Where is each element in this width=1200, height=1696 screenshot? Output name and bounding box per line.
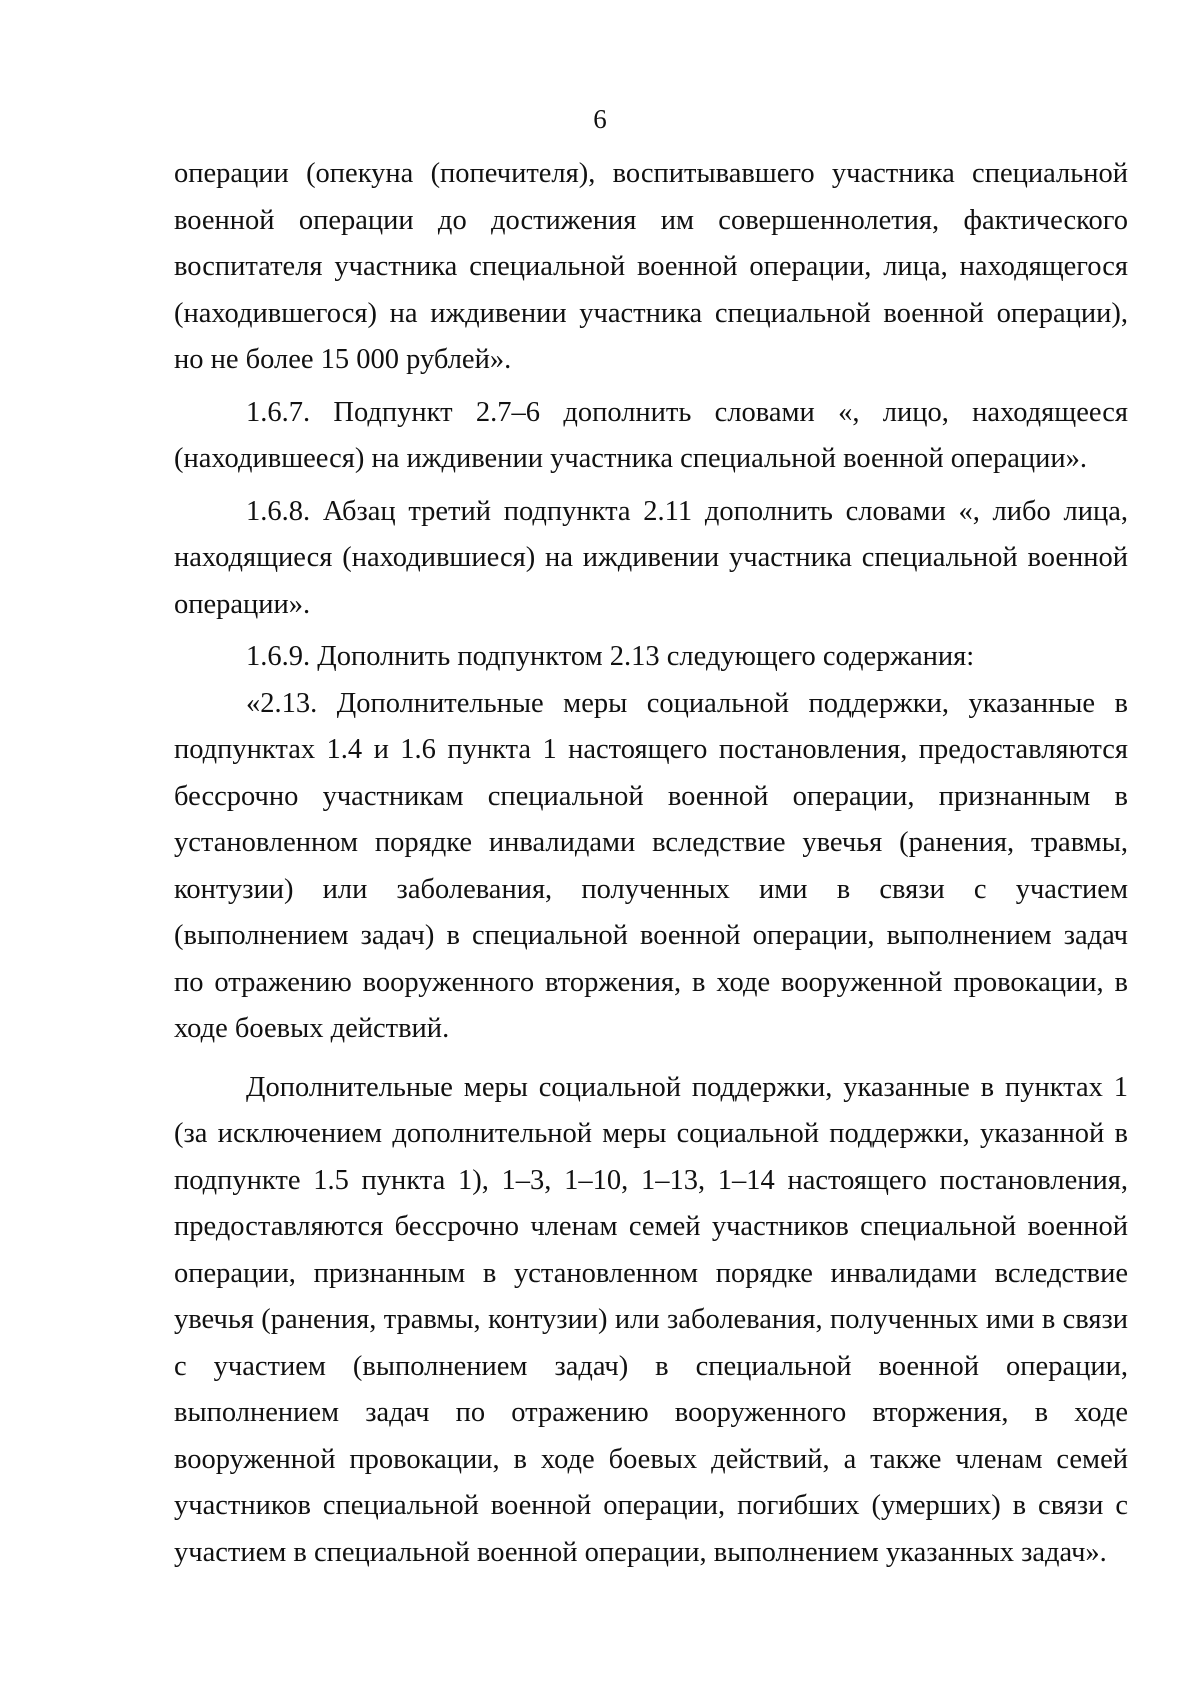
paragraph-1-6-8: 1.6.8. Абзац третий подпункта 2.11 дополнить словами «, либо лица, находящиеся (находившиеся) на иждивении участника специальной военной операции». (174, 495, 1128, 620)
paragraph-2-13: «2.13. Дополнительные меры социальной поддержки, указанные в подпунктах 1.4 и 1.6 пункта 1 настоящего постановления, предоставляются бессрочно участникам специальной военной операции, признанным в установленном порядке инвалидами вследствие увечья (ранения, травмы, контузии) или заболевания, полученных ими в связи с участием (выполнением задач) в специальной военной операции, выполнением задач по отражению вооруженного вторжения, в ходе вооруженной провокации, в ходе боевых действий. (174, 687, 1128, 1044)
paragraph-1-6-9: 1.6.9. Дополнить подпунктом 2.13 следующего содержания: (246, 641, 975, 672)
document-body (174, 151, 1128, 1576)
paragraph-1-6-7: 1.6.7. Подпункт 2.7–6 дополнить словами «, лицо, находящееся (находившееся) на иждивении участника специальной военной операции». (174, 396, 1128, 474)
paragraph-continuation: операции (опекуна (попечителя), воспитывавшего участника специальной военной операции до достижения им совершеннолетия, фактического воспитателя участника специальной военной операции, лица, находящегося (находившегося) на иждивении участника специальной военной операции), но не более 15 000 рублей». (174, 158, 1128, 375)
paragraph-additional-measures: Дополнительные меры социальной поддержки, указанные в пунктах 1 (за исключением дополнительной меры социальной поддержки, указанной в подпункте 1.5 пункта 1), 1–3, 1–10, 1–13, 1–14 настоящего постановления, предоставляются бессрочно членам семей участников специальной военной операции, признанным в установленном порядке инвалидами вследствие увечья (ранения, травмы, контузии) или заболевания, полученных ими в связи с участием (выполнением задач) в специальной военной операции, выполнением задач по отражению вооруженного вторжения, в ходе вооруженной провокации, в ходе боевых действий, а также членам семей участников специальной военной операции, погибших (умерших) в связи с участием в специальной военной операции, выполнением указанных задач». (174, 1071, 1128, 1568)
page-number: 6 (593, 104, 607, 134)
